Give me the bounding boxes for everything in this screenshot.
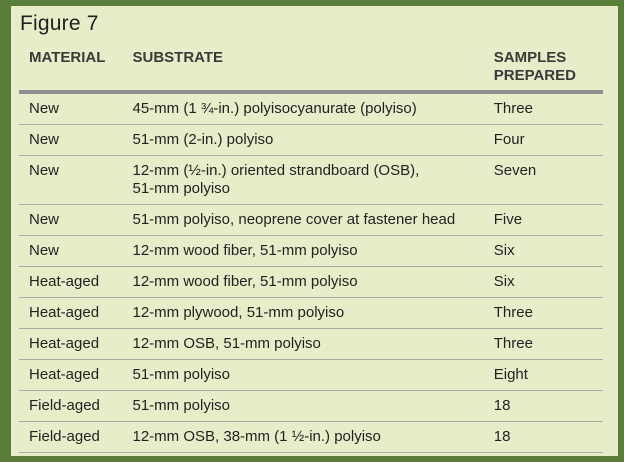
table-row [19,298,603,329]
cell-material: New [19,156,123,205]
cell-substrate: 12-mm (½-in.) oriented strandboard (OSB), 51-mm polyiso [123,156,484,205]
cell-substrate: 51-mm polyiso, neoprene cover at fastener head [123,205,484,236]
cell-material: Field-aged [19,422,123,453]
cell-samples-prepared: Eight [484,360,603,391]
cell-samples-prepared: 18 [484,391,603,422]
table-header-row [19,46,603,92]
cell-material: Heat-aged [19,360,123,391]
header-samples-prepared: SAMPLES PREPARED [484,46,603,92]
cell-samples-prepared: Three [484,92,603,125]
cell-samples-prepared: Six [484,267,603,298]
cell-material: New [19,92,123,125]
cell-substrate: 51-mm polyiso [123,360,484,391]
table-row [19,391,603,422]
cell-substrate: 12-mm OSB, 38-mm (1 ½-in.) polyiso [123,422,484,453]
cell-samples-prepared: Three [484,298,603,329]
table-row [19,125,603,156]
table-row [19,236,603,267]
cell-samples-prepared: Three [484,329,603,360]
cell-substrate: 12-mm OSB, 51-mm polyiso [123,329,484,360]
cell-material: New [19,236,123,267]
table-body [19,92,603,453]
figure-title: Figure 7 [20,12,99,35]
table-row [19,329,603,360]
cell-samples-prepared: Four [484,125,603,156]
cell-samples-prepared: Seven [484,156,603,205]
figure-panel [11,6,618,456]
cell-material: Field-aged [19,391,123,422]
cell-substrate: 45-mm (1 ¾-in.) polyisocyanurate (polyiso) [123,92,484,125]
cell-material: Heat-aged [19,298,123,329]
header-substrate: SUBSTRATE [123,46,484,92]
figure-marker-triangle [0,14,11,32]
samples-table [19,46,603,453]
cell-material: Heat-aged [19,267,123,298]
cell-substrate: 12-mm plywood, 51-mm polyiso [123,298,484,329]
table-row [19,422,603,453]
cell-material: New [19,205,123,236]
cell-substrate: 51-mm (2-in.) polyiso [123,125,484,156]
cell-substrate: 12-mm wood fiber, 51-mm polyiso [123,236,484,267]
cell-samples-prepared: Five [484,205,603,236]
cell-samples-prepared: Six [484,236,603,267]
cell-samples-prepared: 18 [484,422,603,453]
table-row [19,360,603,391]
cell-substrate: 12-mm wood fiber, 51-mm polyiso [123,267,484,298]
table-row [19,205,603,236]
table-row [19,156,603,205]
cell-substrate: 51-mm polyiso [123,391,484,422]
cell-material: New [19,125,123,156]
table-row [19,267,603,298]
header-material: MATERIAL [19,46,123,92]
cell-material: Heat-aged [19,329,123,360]
table-row [19,92,603,125]
